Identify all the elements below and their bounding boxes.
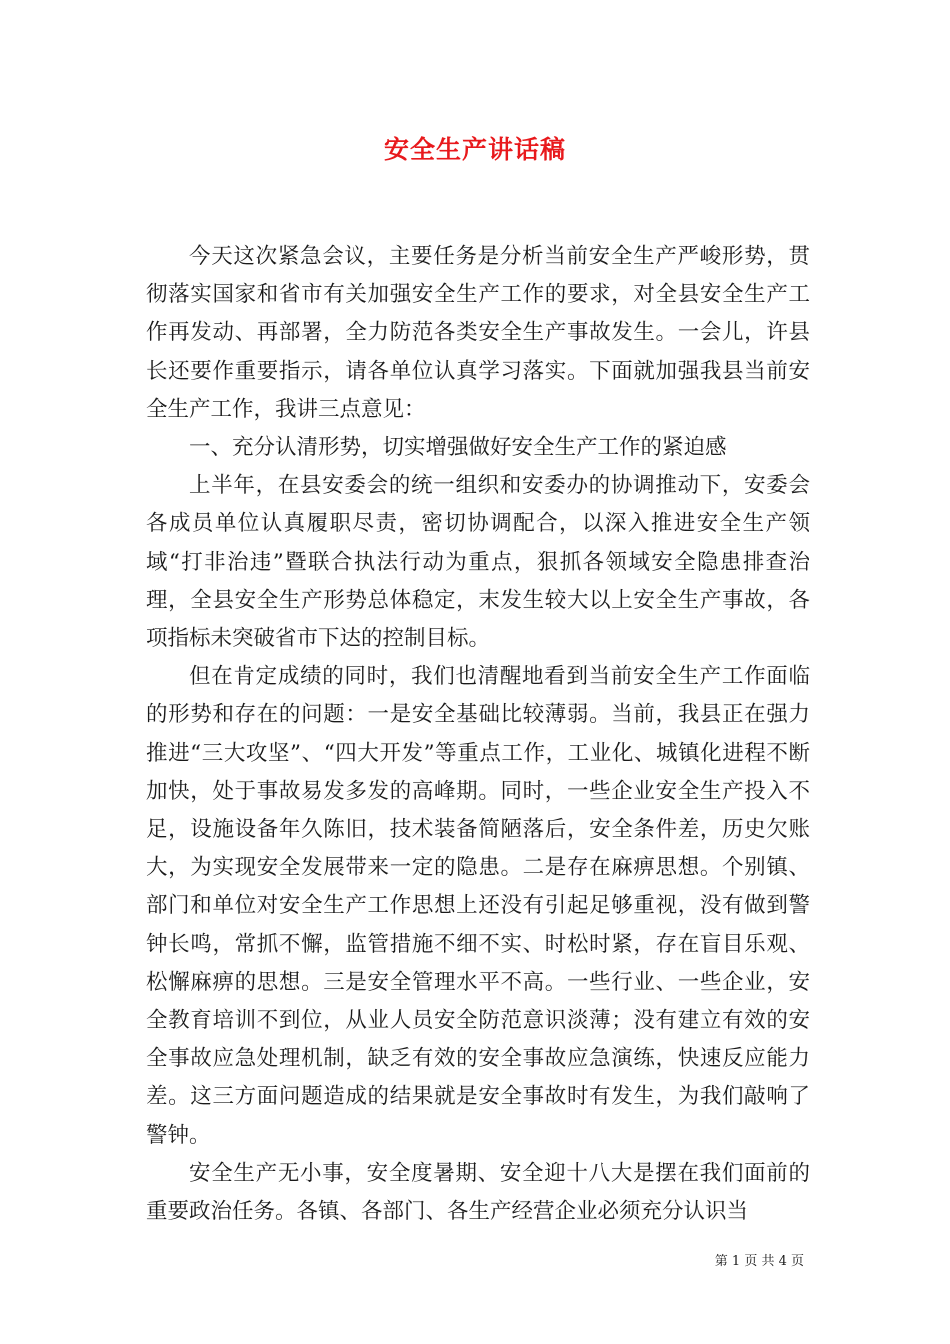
paragraph-tasks: 安全生产无小事，安全度暑期、安全迎十八大是摆在我们面前的重要政治任务。各镇、各部门、各生产经营企业必须充分认识当 [146, 1160, 810, 1225]
page-number: 第 1 页 共 4 页 [714, 1254, 804, 1269]
paragraph-intro: 今天这次紧急会议，主要任务是分析当前安全生产严峻形势，贯彻落实国家和省市有关加强安全生产工作的要求，对全县安全生产工作再发动、再部署，全力防范各类安全生产事故发生。一会儿，许县长还要作重要指示，请各单位认真学习落实。下面就加强我县当前安全生产工作，我讲三点意见： [146, 244, 810, 422]
paragraph-problems: 但在肯定成绩的同时，我们也清醒地看到当前安全生产工作面临的形势和存在的问题：一是安全基础比较薄弱。当前，我县正在强力推进“三大攻坚”、“四大开发”等重点工作，工业化、城镇化进程不断加快，处于事故易发多发的高峰期。同时，一些企业安全生产投入不足，设施设备年久陈旧，技术装备简陋落后，安全条件差，历史欠账大，为实现安全发展带来一定的隐患。二是存在麻痹思想。个别镇、部门和单位对安全生产工作思想上还没有引起足够重视，没有做到警钟长鸣，常抓不懈，监管措施不细不实、时松时紧，存在盲目乐观、松懈麻痹的思想。三是安全管理水平不高。一些行业、一些企业，安全教育培训不到位，从业人员安全防范意识淡薄；没有建立有效的安全事故应急处理机制，缺乏有效的安全事故应急演练，快速反应能力差。这三方面问题造成的结果就是安全事故时有发生，为我们敲响了警钟。 [146, 664, 810, 1148]
paragraph-achievements: 上半年，在县安委会的统一组织和安委办的协调推动下，安委会各成员单位认真履职尽责，密切协调配合，以深入推进安全生产领域“打非治违”暨联合执法行动为重点，狠抓各领域安全隐患排查治理，全县安全生产形势总体稳定，末发生较大以上安全生产事故，各项指标未突破省市下达的控制目标。 [146, 473, 810, 652]
document-body [146, 238, 810, 1231]
section-heading-1: 一、充分认清形势，切实增强做好安全生产工作的紧迫感 [189, 435, 727, 461]
document-title: 安全生产讲话稿 [383, 135, 566, 164]
